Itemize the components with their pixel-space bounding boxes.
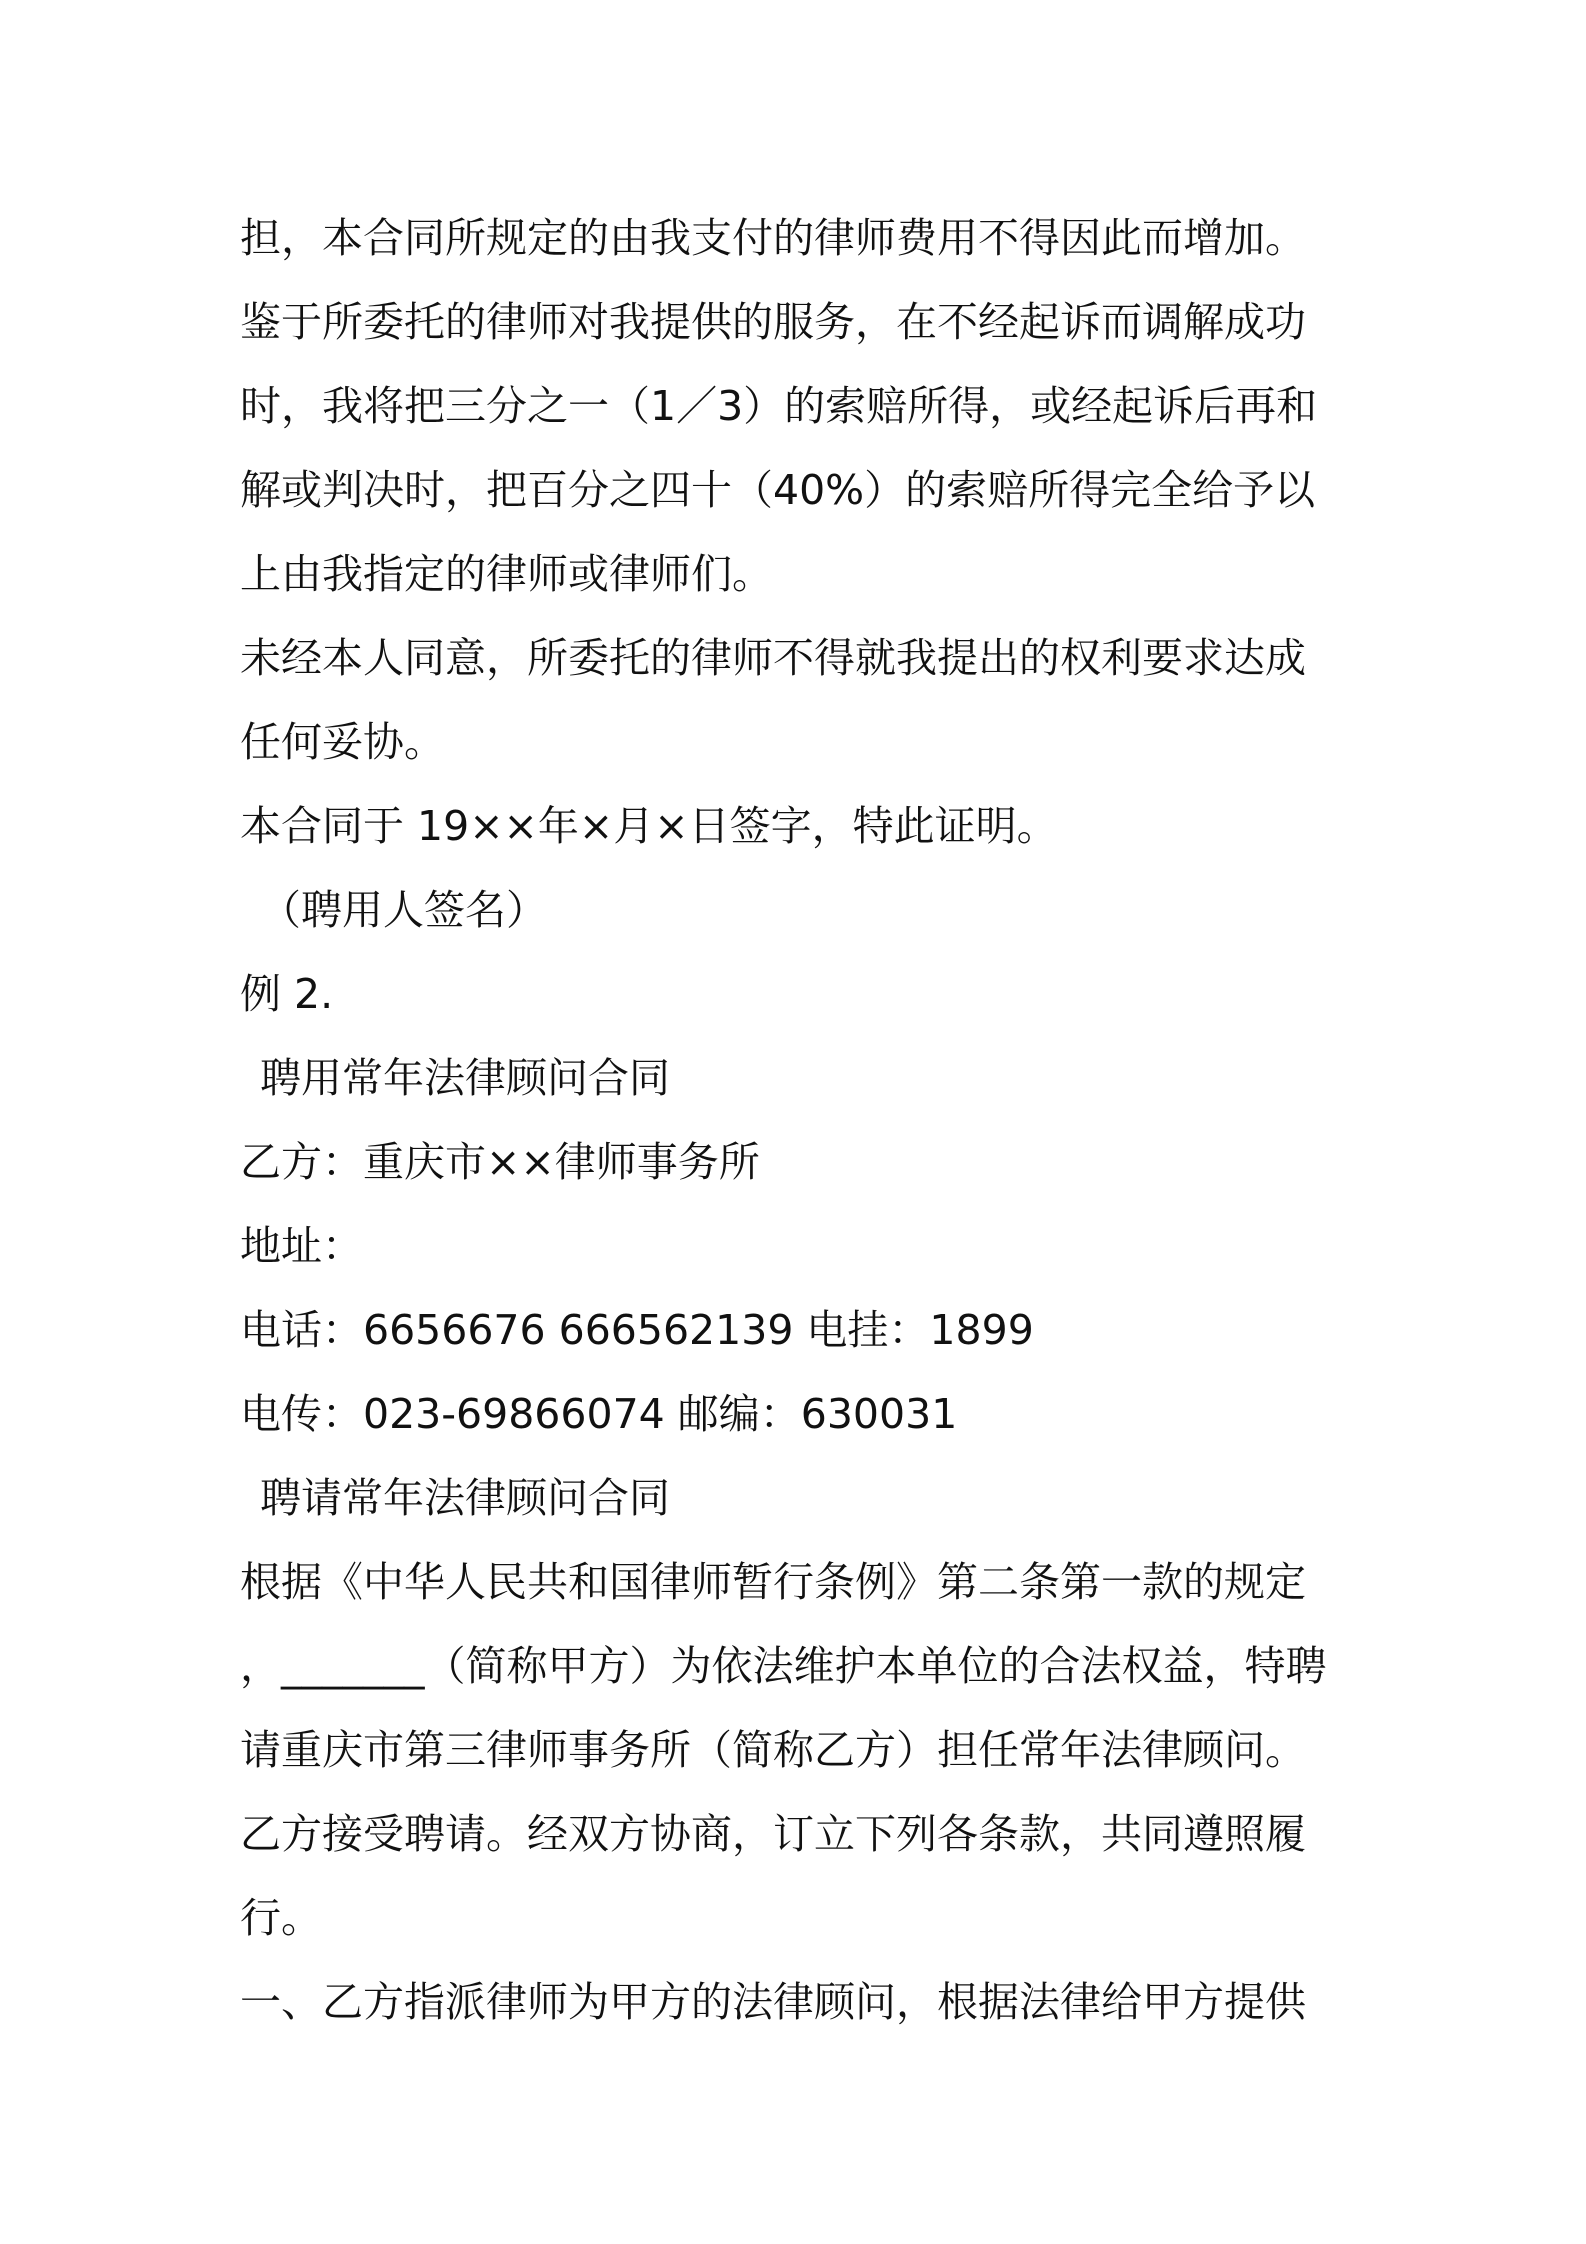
signing-date-line: 本合同于 19××年×月×日签字，特此证明。	[240, 802, 1058, 850]
text-line: 任何妥协。	[240, 718, 445, 766]
address-line: 地址：	[240, 1222, 363, 1270]
text-line: 解或判决时，把百分之四十（40%）的索赔所得完全给予以	[240, 466, 1316, 514]
text-line: 根据《中华人民共和国律师暂行条例》第二条第一款的规定	[240, 1558, 1306, 1606]
contract-subtitle: 聘请常年法律顾问合同	[260, 1474, 670, 1522]
text-line: 行。	[240, 1894, 322, 1942]
party-b-line: 乙方：重庆市××律师事务所	[240, 1138, 760, 1186]
text-line: 上由我指定的律师或律师们。	[240, 550, 773, 598]
fax-line: 电传：023-69866074 邮编：630031	[240, 1390, 958, 1438]
text-line: 时，我将把三分之一（1／3）的索赔所得，或经起诉后再和	[240, 382, 1318, 430]
text-line: 担，本合同所规定的由我支付的律师费用不得因此而增加。	[240, 214, 1306, 262]
signature-label: （聘用人签名）	[260, 886, 547, 934]
contract-title: 聘用常年法律顾问合同	[260, 1054, 670, 1102]
text-line: 请重庆市第三律师事务所（简称乙方）担任常年法律顾问。	[240, 1726, 1306, 1774]
document-body	[240, 196, 1360, 2044]
text-line: 未经本人同意，所委托的律师不得就我提出的权利要求达成	[240, 634, 1306, 682]
text-line: ，_______（简称甲方）为依法维护本单位的合法权益，特聘	[240, 1642, 1327, 1690]
phone-line: 电话：6656676 666562139 电挂：1899	[240, 1306, 1034, 1354]
text-line: 乙方接受聘请。经双方协商，订立下列各条款，共同遵照履	[240, 1810, 1306, 1858]
example-number: 例 2.	[240, 970, 334, 1018]
clause-one-line: 一、乙方指派律师为甲方的法律顾问，根据法律给甲方提供	[240, 1978, 1306, 2026]
text-line: 鉴于所委托的律师对我提供的服务，在不经起诉而调解成功	[240, 298, 1306, 346]
